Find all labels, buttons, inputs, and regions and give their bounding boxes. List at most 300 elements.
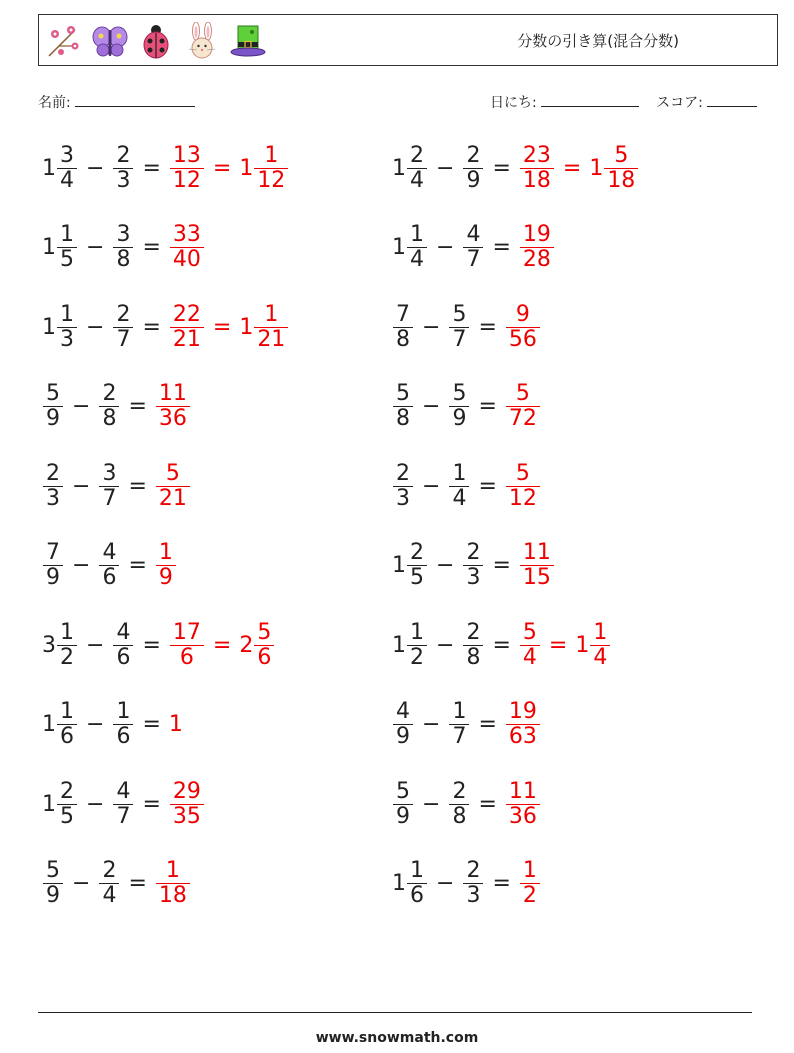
minuend-whole: 1 [42, 155, 56, 181]
subtrahend-denominator: 8 [102, 406, 117, 431]
subtrahend-numerator: 2 [116, 142, 131, 168]
subtrahend-fraction [463, 859, 483, 908]
answer-fraction [156, 541, 176, 590]
minuend-denominator: 3 [396, 485, 410, 511]
minuend-fraction [407, 621, 427, 670]
minus-sign: − [422, 791, 441, 817]
subtrahend-fraction [99, 541, 119, 590]
subtrahend-denominator: 8 [452, 803, 467, 829]
answer-numerator: 11 [522, 540, 551, 565]
problem-row [42, 772, 205, 836]
answer-fraction [170, 144, 204, 193]
hat-icon [229, 22, 267, 60]
minuend-fraction [43, 382, 63, 431]
minuend-fraction [393, 700, 413, 749]
minuend-fraction [43, 462, 63, 511]
answer-numerator: 13 [172, 142, 201, 168]
answer-fraction [506, 462, 540, 511]
butterfly-icon [91, 22, 129, 60]
minuend-numerator: 4 [396, 699, 410, 724]
answer-fraction [170, 780, 204, 829]
answer-numerator: 1 [165, 858, 180, 883]
answer [169, 712, 183, 737]
answer-denominator: 56 [508, 326, 537, 352]
subtrahend-fraction [449, 780, 469, 829]
problem-row [392, 534, 555, 598]
answer-fraction [170, 303, 204, 352]
minuend-whole: 1 [42, 235, 56, 260]
subtrahend-denominator: 8 [116, 247, 131, 272]
answer-numerator: 29 [172, 778, 201, 804]
answer-numerator: 17 [172, 619, 201, 645]
subtrahend-fraction [99, 382, 119, 431]
subtrahend-numerator: 2 [466, 619, 481, 645]
minus-sign: − [86, 314, 105, 340]
answer-numerator: 9 [515, 301, 530, 327]
answer-fraction [520, 223, 554, 272]
answer [155, 859, 191, 908]
answer [519, 223, 555, 272]
answer [169, 223, 205, 272]
answer-fraction [170, 621, 204, 670]
answer [155, 462, 191, 511]
answer [505, 303, 541, 352]
equals-sign: = [142, 155, 161, 181]
subtrahend-denominator: 3 [116, 167, 131, 193]
answer-mixed-whole: 2 [239, 632, 254, 658]
problem-row [392, 613, 611, 677]
answer-mixed-whole: 1 [239, 155, 254, 181]
minuend-numerator: 1 [60, 301, 74, 327]
answer-mixed-fraction [590, 621, 610, 670]
minuend-denominator: 5 [410, 565, 424, 590]
problem-row [42, 295, 289, 359]
minus-sign: − [422, 314, 441, 340]
minuend-denominator: 5 [60, 247, 74, 272]
answer [505, 780, 541, 829]
answer-equals-sign: = [212, 632, 232, 658]
answer-mixed-whole: 1 [575, 632, 590, 658]
subtrahend-numerator: 4 [116, 778, 131, 804]
subtrahend-fraction [113, 780, 133, 829]
minus-sign: − [86, 235, 105, 260]
subtrahend-numerator: 2 [466, 142, 481, 168]
subtrahend-denominator: 3 [466, 883, 481, 908]
answer-numerator: 33 [172, 222, 201, 247]
answer-denominator: 72 [508, 406, 537, 431]
minuend-whole: 1 [42, 314, 56, 340]
subtrahend-denominator: 7 [452, 326, 467, 352]
minuend-fraction [407, 223, 427, 272]
problem-row [42, 534, 177, 598]
equals-sign: = [492, 632, 511, 658]
minuend-fraction [43, 541, 63, 590]
subtrahend-fraction [99, 859, 119, 908]
answer-fraction [506, 303, 540, 352]
answer-denominator: 36 [508, 803, 537, 829]
score-label: スコア: [656, 95, 703, 111]
problem-row [392, 295, 541, 359]
minuend-numerator: 1 [410, 222, 424, 247]
minus-sign: − [86, 155, 105, 181]
subtrahend-denominator: 7 [102, 485, 117, 511]
answer-fraction [506, 700, 540, 749]
minuend-denominator: 4 [60, 167, 74, 193]
answer-equals-sign: = [548, 632, 568, 658]
equals-sign: = [478, 712, 497, 737]
equals-sign: = [128, 473, 147, 499]
minuend-denominator: 9 [46, 406, 60, 431]
answer-mixed-denominator: 4 [593, 644, 608, 670]
date-label: 日にち: [490, 95, 537, 111]
minuend-denominator: 6 [410, 883, 424, 908]
problem-row [42, 375, 191, 439]
problem-row [42, 613, 275, 677]
problem-row [392, 454, 541, 518]
minuend-fraction [407, 144, 427, 193]
minuend-whole: 1 [42, 712, 56, 737]
equals-sign: = [142, 632, 161, 658]
answer-fraction [520, 144, 554, 193]
minuend-fraction [393, 462, 413, 511]
answer-mixed-denominator: 12 [257, 167, 286, 193]
subtrahend-fraction [113, 303, 133, 352]
subtrahend-numerator: 3 [116, 222, 131, 247]
equals-sign: = [128, 394, 147, 419]
answer [519, 859, 541, 908]
answer [155, 382, 191, 431]
minuend-fraction [407, 541, 427, 590]
subtrahend-fraction [463, 223, 483, 272]
equals-sign: = [142, 791, 161, 817]
answer [155, 541, 177, 590]
answer-mixed-numerator: 1 [264, 142, 279, 168]
subtrahend-numerator: 2 [102, 858, 117, 883]
minuend-numerator: 2 [46, 460, 60, 486]
minuend-whole: 3 [42, 632, 56, 658]
answer-denominator: 21 [172, 326, 201, 352]
equals-sign: = [478, 394, 497, 419]
subtrahend-denominator: 6 [116, 644, 131, 670]
minuend-numerator: 1 [60, 619, 74, 645]
equals-sign: = [128, 553, 147, 578]
answer-denominator: 18 [158, 883, 187, 908]
minus-sign: − [436, 235, 455, 260]
minuend-denominator: 8 [396, 326, 410, 352]
minuend-numerator: 2 [60, 778, 74, 804]
minuend-numerator: 2 [410, 142, 424, 168]
answer-mixed-denominator: 21 [257, 326, 286, 352]
subtrahend-denominator: 3 [466, 565, 481, 590]
equals-sign: = [142, 235, 161, 260]
answer-numerator: 19 [522, 222, 551, 247]
problem-row [42, 216, 205, 280]
answer-fraction [170, 223, 204, 272]
subtrahend-numerator: 4 [116, 619, 131, 645]
minuend-denominator: 9 [46, 883, 60, 908]
minuend-whole: 1 [392, 235, 406, 260]
minuend-numerator: 5 [46, 381, 60, 406]
minuend-numerator: 5 [396, 381, 410, 406]
date-score-field [490, 92, 757, 112]
minuend-whole: 1 [392, 155, 406, 181]
answer-fraction [506, 382, 540, 431]
problem-row [392, 852, 541, 916]
problem-row [392, 772, 541, 836]
minuend-whole: 1 [392, 871, 406, 896]
minus-sign: − [436, 155, 455, 181]
subtrahend-numerator: 1 [452, 699, 467, 724]
subtrahend-numerator: 4 [102, 540, 117, 565]
answer [505, 700, 541, 749]
answer-numerator: 11 [158, 381, 187, 406]
answer-denominator: 21 [158, 485, 187, 511]
minuend-fraction [393, 382, 413, 431]
minuend-fraction [57, 223, 77, 272]
answer-mixed-fraction [254, 303, 288, 352]
minus-sign: − [436, 632, 455, 658]
minuend-whole: 1 [392, 553, 406, 578]
subtrahend-fraction [99, 462, 119, 511]
answer-numerator: 22 [172, 301, 201, 327]
minuend-fraction [407, 859, 427, 908]
minuend-denominator: 9 [396, 803, 410, 829]
minuend-numerator: 5 [396, 778, 410, 804]
answer-numerator: 5 [515, 381, 530, 406]
minuend-denominator: 4 [410, 247, 424, 272]
answer [519, 621, 611, 670]
answer [169, 303, 289, 352]
answer-mixed-fraction [254, 144, 288, 193]
minuend-denominator: 9 [46, 565, 60, 590]
subtrahend-numerator: 4 [466, 222, 481, 247]
problem-row [392, 136, 639, 200]
answer-denominator: 35 [172, 803, 201, 829]
answer-fraction [520, 541, 554, 590]
answer-denominator: 18 [522, 167, 551, 193]
problem-row [42, 852, 191, 916]
minus-sign: − [422, 473, 441, 499]
subtrahend-denominator: 8 [466, 644, 481, 670]
date-blank[interactable] [541, 92, 639, 107]
ladybug-icon [137, 22, 175, 60]
subtrahend-denominator: 7 [466, 247, 481, 272]
answer [519, 541, 555, 590]
minus-sign: − [86, 632, 105, 658]
subtrahend-denominator: 4 [102, 883, 117, 908]
subtrahend-numerator: 1 [116, 699, 131, 724]
answer-mixed-denominator: 6 [257, 644, 272, 670]
minuend-numerator: 1 [60, 222, 74, 247]
problem-row [392, 693, 541, 757]
minuend-numerator: 5 [46, 858, 60, 883]
score-blank[interactable] [707, 92, 757, 107]
answer-mixed-numerator: 5 [614, 142, 629, 168]
minuend-whole: 1 [392, 632, 406, 658]
subtrahend-fraction [449, 303, 469, 352]
minuend-denominator: 5 [60, 803, 74, 829]
equals-sign: = [478, 791, 497, 817]
subtrahend-fraction [113, 621, 133, 670]
minuend-denominator: 9 [396, 724, 410, 749]
footer-divider [38, 1012, 752, 1013]
subtrahend-fraction [113, 700, 133, 749]
minus-sign: − [436, 871, 455, 896]
name-label: 名前: [38, 95, 71, 111]
subtrahend-numerator: 5 [452, 301, 467, 327]
minuend-denominator: 2 [60, 644, 74, 670]
answer-denominator: 36 [158, 406, 187, 431]
minuend-denominator: 3 [46, 485, 60, 511]
minuend-denominator: 6 [60, 724, 74, 749]
minuend-fraction [57, 144, 77, 193]
subtrahend-denominator: 6 [102, 565, 117, 590]
equals-sign: = [478, 473, 497, 499]
minuend-fraction [43, 859, 63, 908]
answer-equals-sign: = [212, 314, 232, 340]
name-field [38, 92, 195, 112]
answer-whole: 1 [168, 712, 183, 737]
answer-fraction [520, 621, 540, 670]
subtrahend-numerator: 2 [466, 858, 481, 883]
problem-row [42, 693, 183, 757]
minuend-numerator: 1 [60, 699, 74, 724]
minus-sign: − [72, 394, 91, 419]
answer-denominator: 4 [522, 644, 537, 670]
answer-denominator: 9 [158, 565, 173, 590]
answer-numerator: 23 [522, 142, 551, 168]
answer-equals-sign: = [212, 155, 232, 181]
minus-sign: − [86, 712, 105, 737]
subtrahend-denominator: 7 [452, 724, 467, 749]
minuend-fraction [393, 780, 413, 829]
subtrahend-denominator: 9 [466, 167, 481, 193]
subtrahend-numerator: 3 [102, 460, 117, 486]
answer-numerator: 11 [508, 778, 537, 804]
footer-url: www.snowmath.com [315, 1030, 479, 1046]
subtrahend-fraction [463, 541, 483, 590]
answer-denominator: 6 [179, 644, 194, 670]
answer-equals-sign: = [562, 155, 582, 181]
minuend-fraction [57, 700, 77, 749]
equals-sign: = [142, 314, 161, 340]
subtrahend-numerator: 2 [466, 540, 481, 565]
subtrahend-fraction [463, 144, 483, 193]
subtrahend-fraction [449, 382, 469, 431]
minuend-denominator: 2 [410, 644, 424, 670]
equals-sign: = [492, 235, 511, 260]
answer-numerator: 5 [515, 460, 530, 486]
icon-strip [45, 21, 267, 61]
answer-fraction [156, 462, 190, 511]
minus-sign: − [86, 791, 105, 817]
answer-mixed-whole: 1 [589, 155, 604, 181]
equals-sign: = [142, 712, 161, 737]
subtrahend-fraction [113, 223, 133, 272]
subtrahend-fraction [449, 462, 469, 511]
equals-sign: = [492, 871, 511, 896]
answer-numerator: 1 [158, 540, 173, 565]
equals-sign: = [478, 314, 497, 340]
answer-denominator: 15 [522, 565, 551, 590]
subtrahend-fraction [449, 700, 469, 749]
equals-sign: = [128, 871, 147, 896]
name-blank[interactable] [75, 92, 195, 107]
subtrahend-denominator: 7 [116, 326, 131, 352]
equals-sign: = [492, 155, 511, 181]
answer [505, 462, 541, 511]
minuend-numerator: 1 [410, 619, 424, 645]
minuend-fraction [57, 621, 77, 670]
answer-fraction [520, 859, 540, 908]
subtrahend-denominator: 9 [452, 406, 467, 431]
minuend-denominator: 3 [60, 326, 74, 352]
answer-fraction [156, 382, 190, 431]
minus-sign: − [72, 473, 91, 499]
minuend-numerator: 7 [396, 301, 410, 327]
answer-denominator: 12 [172, 167, 201, 193]
header-box [38, 14, 778, 66]
answer-mixed-numerator: 5 [257, 619, 272, 645]
answer-mixed-numerator: 1 [593, 619, 608, 645]
answer-numerator: 5 [522, 619, 537, 645]
subtrahend-denominator: 7 [116, 803, 131, 829]
worksheet-title: 分数の引き算(混合分数) [517, 32, 679, 50]
answer-mixed-denominator: 18 [607, 167, 636, 193]
minus-sign: − [72, 553, 91, 578]
problem-row [42, 454, 191, 518]
subtrahend-numerator: 1 [452, 460, 467, 486]
bunny-icon [183, 22, 221, 60]
problem-row [42, 136, 289, 200]
minuend-fraction [393, 303, 413, 352]
problem-row [392, 216, 555, 280]
answer-denominator: 40 [172, 247, 201, 272]
answer-mixed-fraction [604, 144, 638, 193]
subtrahend-denominator: 6 [116, 724, 131, 749]
subtrahend-fraction [463, 621, 483, 670]
minuend-denominator: 4 [410, 167, 424, 193]
subtrahend-numerator: 2 [116, 301, 131, 327]
answer [169, 621, 275, 670]
answer-mixed-fraction [254, 621, 274, 670]
minuend-fraction [57, 780, 77, 829]
minuend-numerator: 1 [410, 858, 424, 883]
subtrahend-numerator: 2 [102, 381, 117, 406]
answer-fraction [506, 780, 540, 829]
answer-mixed-numerator: 1 [264, 301, 279, 327]
subtrahend-numerator: 5 [452, 381, 467, 406]
minuend-numerator: 7 [46, 540, 60, 565]
minuend-numerator: 3 [60, 142, 74, 168]
answer-fraction [156, 859, 190, 908]
problem-row [392, 375, 541, 439]
answer [169, 144, 289, 193]
answer-numerator: 19 [508, 699, 537, 724]
answer-denominator: 28 [522, 247, 551, 272]
answer-denominator: 12 [508, 485, 537, 511]
answer-mixed-whole: 1 [239, 314, 254, 340]
answer [505, 382, 541, 431]
minuend-numerator: 2 [396, 460, 410, 486]
minuend-fraction [57, 303, 77, 352]
answer-denominator: 2 [522, 883, 537, 908]
flowers-icon [45, 22, 83, 60]
equals-sign: = [492, 553, 511, 578]
minus-sign: − [422, 394, 441, 419]
minus-sign: − [72, 871, 91, 896]
minuend-numerator: 2 [410, 540, 424, 565]
